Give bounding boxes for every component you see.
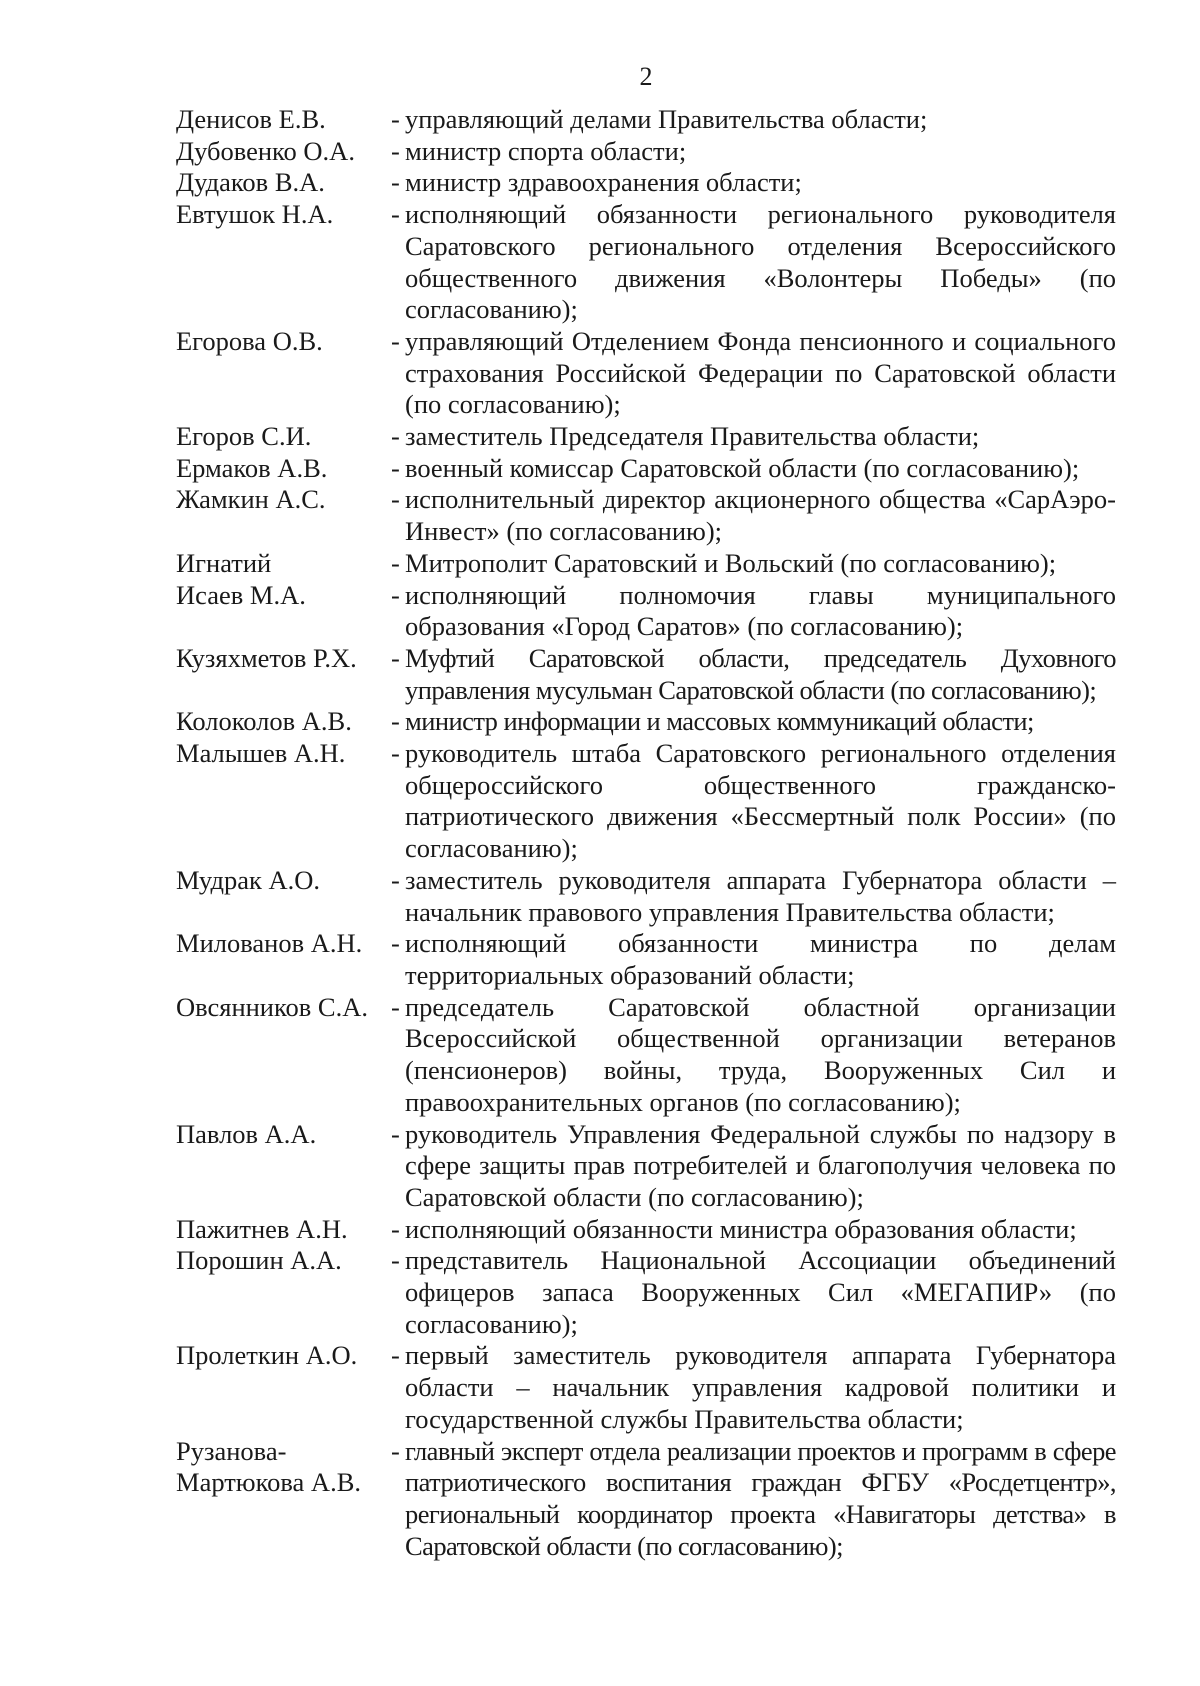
member-name [176, 1245, 391, 1277]
dash-separator: - [391, 1245, 400, 1276]
dash-separator: - [391, 738, 400, 769]
member-name-line: Ермаков А.В. [176, 452, 328, 483]
member-name [176, 1340, 391, 1372]
member-role: министр здравоохранения области; [405, 167, 802, 198]
member-name-line: Овсянников С.А. [176, 991, 368, 1022]
roster-entry [176, 1436, 1116, 1563]
member-role: председатель Саратовской областной организации Всероссийской общественной организации ветеранов (пенсионеров) войны, труда, Вооруженных Сил и правоохранительных органов (по согласованию); [405, 991, 1116, 1117]
roster-entry [176, 199, 1116, 326]
roster-entry [176, 992, 1116, 1119]
member-role: представитель Национальной Ассоциации объединений офицеров запаса Вооруженных Сил «МЕГАПИР» (по согласованию); [405, 1245, 1116, 1339]
member-name-line: Дубовенко О.А. [176, 135, 355, 166]
roster-entry [176, 326, 1116, 421]
member-name [176, 326, 391, 358]
member-name [176, 580, 391, 612]
roster-entry [176, 1245, 1116, 1340]
member-name-line: Пролеткин А.О. [176, 1340, 358, 1371]
dash-separator: - [391, 1340, 400, 1371]
member-role: исполняющий полномочия главы муниципального образования «Город Саратов» (по согласованию); [405, 579, 1116, 642]
dash-separator: - [391, 1435, 400, 1466]
member-role: первый заместитель руководителя аппарата Губернатора области – начальник управления кадровой политики и государственной службы Правительства области; [405, 1340, 1116, 1434]
member-name [176, 548, 391, 580]
member-name [176, 136, 391, 168]
roster-entry [176, 580, 1116, 643]
dash-separator: - [391, 579, 400, 610]
member-name [176, 1119, 391, 1151]
member-role: управляющий Отделением Фонда пенсионного и социального страхования Российской Федерации по Саратовской области (по согласованию); [405, 325, 1116, 420]
roster-entry [176, 104, 1116, 136]
dash-separator: - [391, 167, 400, 198]
member-name-line: Денисов Е.В. [176, 104, 326, 134]
roster-entry [176, 421, 1116, 453]
page-number: 2 [639, 62, 653, 91]
dash-separator: - [391, 452, 400, 483]
member-name-line: Рузанова- [176, 1435, 287, 1466]
member-role: исполняющий обязанности регионального руководителя Саратовского регионального отделения Всероссийского общественного движения «Волонтеры Победы» (по согласованию); [405, 199, 1116, 325]
member-name-line: Егорова О.В. [176, 325, 323, 356]
member-role: руководитель штаба Саратовского регионального отделения общероссийского общественного гражданско-патриотического движения «Бессмертный полк России» (по согласованию); [405, 738, 1116, 864]
dash-separator: - [391, 864, 400, 895]
member-name [176, 706, 391, 738]
dash-separator: - [391, 642, 400, 673]
member-name [176, 421, 391, 453]
member-name [176, 1214, 391, 1246]
member-name [176, 738, 391, 770]
dash-separator: - [391, 1213, 400, 1244]
roster-entry [176, 167, 1116, 199]
member-role: исполнительный директор акционерного общества «СарАэро-Инвест» (по согласованию); [405, 484, 1116, 547]
member-role: Муфтий Саратовской области, председатель Духовного управления мусульман Саратовской области (по согласованию); [405, 642, 1116, 705]
member-name-line: Пажитнев А.Н. [176, 1213, 348, 1244]
member-name-line: Игнатий [176, 547, 272, 578]
roster-entry [176, 865, 1116, 928]
member-name [176, 992, 391, 1024]
roster-entry [176, 643, 1116, 706]
roster-entry [176, 1340, 1116, 1435]
member-name-line: Мудрак А.О. [176, 864, 321, 895]
member-name-line: Дудаков В.А. [176, 167, 325, 198]
member-name [176, 865, 391, 897]
dash-separator: - [391, 991, 400, 1022]
member-name-line: Павлов А.А. [176, 1118, 317, 1149]
dash-separator: - [391, 325, 400, 356]
dash-separator: - [391, 1118, 400, 1149]
member-name [176, 453, 391, 485]
member-role: руководитель Управления Федеральной службы по надзору в сфере защиты прав потребителей и благополучия человека по Саратовской области (по согласованию); [405, 1118, 1116, 1212]
member-role: исполняющий обязанности министра по делам территориальных образований области; [405, 928, 1116, 990]
dash-separator: - [391, 199, 400, 230]
member-role: управляющий делами Правительства области; [405, 104, 928, 134]
member-name-line: Мартюкова А.В. [176, 1467, 361, 1498]
roster-entry [176, 706, 1116, 738]
member-role: Митрополит Саратовский и Вольский (по согласованию); [405, 547, 1057, 578]
dash-separator: - [391, 547, 400, 578]
member-name [176, 928, 391, 960]
member-role: заместитель Председателя Правительства области; [405, 421, 980, 452]
member-roster [176, 104, 1116, 1562]
member-name-line: Кузяхметов Р.Х. [176, 642, 357, 673]
roster-entry [176, 548, 1116, 580]
dash-separator: - [391, 135, 400, 166]
roster-entry [176, 1119, 1116, 1214]
member-name-line: Колоколов А.В. [176, 706, 352, 737]
member-role: министр спорта области; [405, 135, 687, 166]
member-name [176, 104, 391, 136]
dash-separator: - [391, 421, 400, 452]
member-name [176, 1436, 391, 1499]
member-name-line: Порошин А.А. [176, 1245, 342, 1276]
dash-separator: - [391, 104, 400, 134]
roster-entry [176, 484, 1116, 547]
member-name-line: Евтушок Н.А. [176, 199, 334, 230]
member-name [176, 484, 391, 516]
member-role: главный эксперт отдела реализации проектов и программ в сфере патриотического воспитания граждан ФГБУ «Росдетцентр», региональный координатор проекта «Навигаторы детства» в Саратовской области (по согласованию); [405, 1435, 1116, 1561]
roster-entry [176, 928, 1116, 991]
member-role: заместитель руководителя аппарата Губернатора области – начальник правового управления Правительства области; [405, 864, 1116, 927]
member-name-line: Исаев М.А. [176, 579, 306, 610]
member-role: министр информации и массовых коммуникаций области; [405, 706, 1034, 737]
member-name [176, 167, 391, 199]
member-name-line: Милованов А.Н. [176, 928, 363, 959]
member-role: исполняющий обязанности министра образования области; [405, 1213, 1077, 1244]
member-name-line: Жамкин А.С. [176, 484, 326, 515]
roster-entry [176, 738, 1116, 865]
member-name [176, 199, 391, 231]
roster-entry [176, 1214, 1116, 1246]
member-name [176, 643, 391, 675]
dash-separator: - [391, 484, 400, 515]
dash-separator: - [391, 928, 400, 959]
roster-entry [176, 453, 1116, 485]
roster-entry [176, 136, 1116, 168]
member-role: военный комиссар Саратовской области (по согласованию); [405, 452, 1080, 483]
member-name-line: Малышев А.Н. [176, 738, 346, 769]
member-name-line: Егоров С.И. [176, 421, 312, 452]
dash-separator: - [391, 706, 400, 737]
